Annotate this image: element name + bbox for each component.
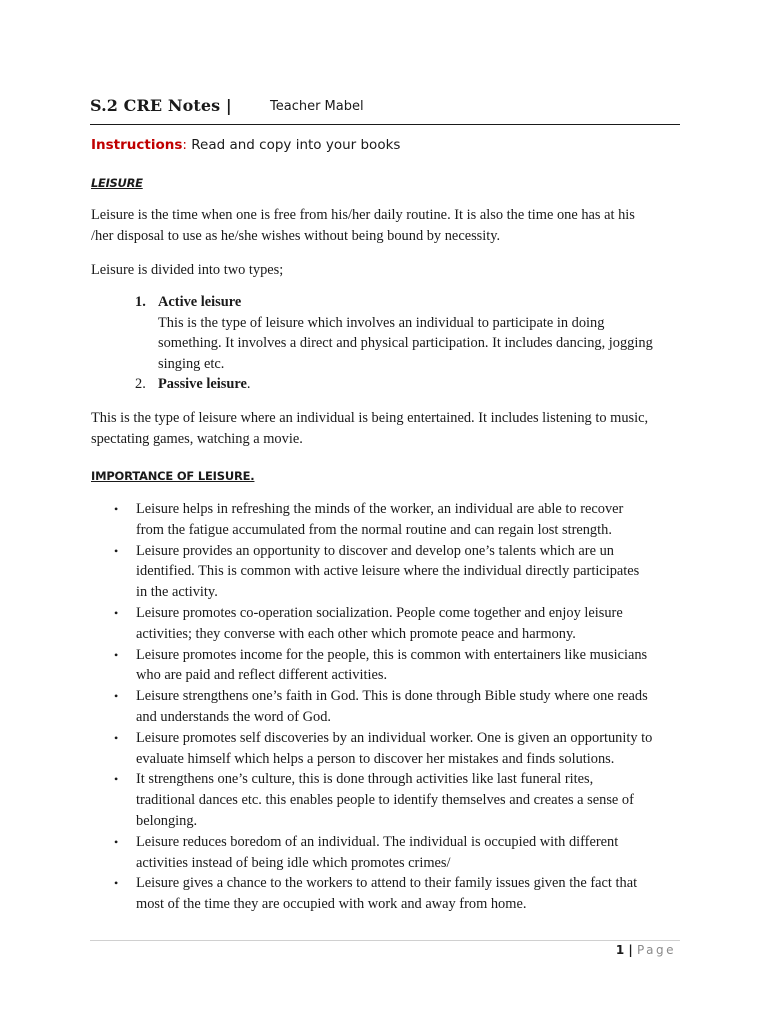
bullet-line: activities; they converse with each other which promote peace and harmony. — [136, 625, 576, 642]
section-heading-leisure: LEISURE — [91, 176, 143, 190]
bullet-line: from the fatigue accumulated from the normal routine and can regain lost strength. — [136, 521, 612, 538]
passive-leisure-paragraph — [91, 408, 681, 449]
footer-separator: | — [624, 943, 637, 957]
list-item-line: This is the type of leisure which involves an individual to participate in doing — [158, 314, 605, 331]
paragraph-line: spectating games, watching a movie. — [91, 430, 303, 447]
bullet-item — [114, 603, 694, 645]
bullet-icon: • — [114, 834, 119, 849]
page-footer — [616, 943, 676, 957]
list-item-suffix: . — [246, 376, 251, 392]
bullet-item — [114, 686, 694, 728]
teacher-name: Teacher Mabel — [270, 99, 364, 114]
list-number: 2. — [135, 376, 146, 392]
bullet-line: Leisure reduces boredom of an individual. The individual is occupied with different — [136, 833, 619, 850]
bullet-item — [114, 541, 694, 603]
bullet-icon: • — [114, 689, 119, 704]
bullet-line: activities instead of being idle which promotes crimes/ — [136, 854, 451, 871]
page-label: Page — [636, 943, 676, 957]
list-number: 1. — [135, 294, 146, 310]
bullet-line: in the activity. — [136, 584, 218, 601]
document-title: S.2 CRE Notes | — [90, 96, 232, 115]
list-item-line: singing etc. — [158, 355, 225, 372]
paragraph-line: /her disposal to use as he/she wishes without being bound by necessity. — [91, 227, 501, 244]
importance-bullet-list — [114, 499, 694, 915]
footer-divider — [90, 940, 680, 941]
list-item-title: Active leisure — [158, 294, 242, 310]
bullet-line: Leisure helps in refreshing the minds of the worker, an individual are able to recover — [136, 501, 624, 517]
bullet-line: It strengthens one’s culture, this is done through activities like last funeral rites, — [136, 771, 594, 788]
bullet-line: Leisure promotes self discoveries by an individual worker. One is given an opportunity to — [136, 729, 653, 746]
instructions-line — [91, 137, 400, 153]
bullet-item — [114, 728, 694, 770]
bullet-item — [114, 645, 694, 687]
bullet-line: belonging. — [136, 812, 198, 829]
bullet-line: Leisure gives a chance to the workers to attend to their family issues given the fact that — [136, 875, 638, 892]
bullet-line: Leisure promotes income for the people, this is common with entertainers like musicians — [136, 646, 648, 663]
bullet-line: Leisure promotes co-operation socialization. People come together and enjoy leisure — [136, 604, 623, 621]
bullet-line: Leisure provides an opportunity to discover and develop one’s talents which are un — [136, 542, 614, 559]
bullet-item — [114, 769, 694, 831]
bullet-line: identified. This is common with active leisure where the individual directly participates — [136, 563, 640, 580]
leisure-types-intro: Leisure is divided into two types; — [91, 262, 284, 278]
bullet-icon: • — [114, 543, 119, 558]
bullet-icon: • — [114, 772, 119, 787]
bullet-icon: • — [114, 730, 119, 745]
paragraph-line: Leisure is the time when one is free from his/her daily routine. It is also the time one has at his — [91, 207, 635, 223]
bullet-item — [114, 832, 694, 874]
bullet-icon: • — [114, 876, 119, 891]
section-heading-importance: IMPORTANCE OF LEISURE. — [91, 469, 255, 483]
bullet-line: evaluate himself which helps a person to discover her mistakes and finds solutions. — [136, 750, 615, 767]
leisure-definition-paragraph — [91, 205, 681, 246]
instructions-colon: : — [182, 137, 187, 153]
paragraph-line: This is the type of leisure where an individual is being entertained. It includes listening to music, — [91, 410, 649, 426]
bullet-line: most of the time they are occupied with work and away from home. — [136, 896, 527, 913]
instructions-text: Read and copy into your books — [186, 137, 401, 153]
bullet-item — [114, 873, 694, 915]
bullet-line: and understands the word of God. — [136, 708, 332, 725]
leisure-types-list — [135, 292, 695, 395]
bullet-icon: • — [114, 502, 119, 516]
list-item-title: Passive leisure — [158, 376, 247, 392]
list-item-active-leisure — [135, 292, 695, 374]
instructions-label: Instructions — [91, 137, 183, 153]
bullet-icon: • — [114, 647, 119, 662]
bullet-line: Leisure strengthens one’s faith in God. This is done through Bible study where one reads — [136, 688, 648, 705]
page-number: 1 — [615, 943, 625, 957]
bullet-line: traditional dances etc. this enables people to identify themselves and creates a sense of — [136, 792, 634, 809]
list-item-passive-leisure — [135, 374, 695, 395]
list-item-line: something. It involves a direct and physical participation. It includes dancing, jogging — [158, 335, 653, 351]
bullet-line: who are paid and reflect different activities. — [136, 667, 388, 684]
page-header — [90, 96, 680, 125]
bullet-icon: • — [114, 605, 119, 620]
bullet-item — [114, 499, 694, 541]
